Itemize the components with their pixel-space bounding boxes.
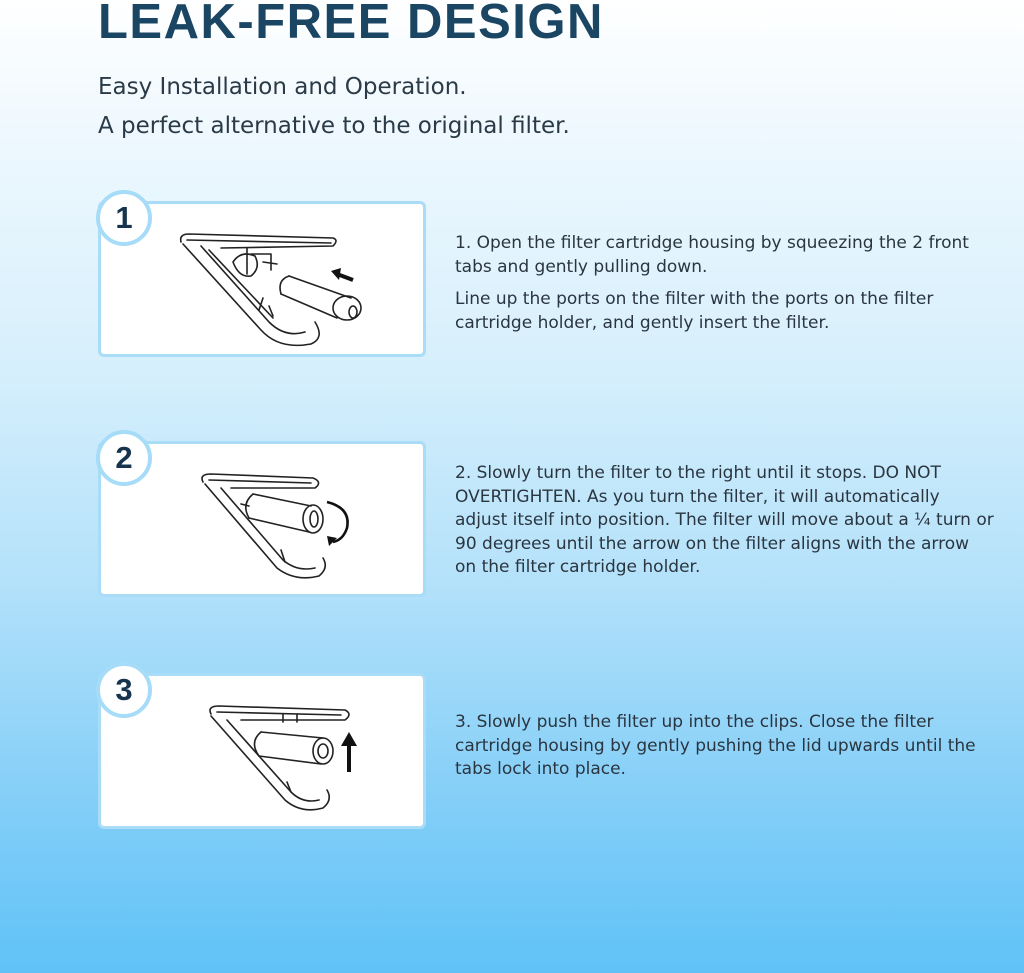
step-1-paragraph-1: 1. Open the filter cartridge housing by squeezing the 2 front tabs and gently pulling down. <box>455 233 969 277</box>
step-1-text <box>455 232 995 344</box>
step-2-paragraph-1: 2. Slowly turn the filter to the right until it stops. DO NOT OVERTIGHTEN. As you turn the filter, it will automatically adjust itself into position. The filter will move about a ¼ turn or 90 degrees until the arrow on the filter aligns with the arrow on the filter cartridge holder. <box>455 463 994 577</box>
page-subtitle <box>98 68 570 146</box>
subtitle-line-1: Easy Installation and Operation. <box>98 74 467 100</box>
page-title: LEAK-FREE DESIGN <box>98 0 604 49</box>
step-3-paragraph-1: 3. Slowly push the filter up into the clips. Close the filter cartridge housing by gently pushing the lid upwards until the tabs lock into place. <box>455 712 976 779</box>
step-2-badge: 2 <box>96 430 152 486</box>
subtitle-line-2: A perfect alternative to the original filter. <box>98 113 570 139</box>
step-2-text <box>455 462 995 589</box>
step-1-badge: 1 <box>96 190 152 246</box>
step-3-badge: 3 <box>96 662 152 718</box>
step-3-text <box>455 711 995 791</box>
step-1-paragraph-2: Line up the ports on the filter with the ports on the filter cartridge holder, and gently insert the filter. <box>455 289 934 333</box>
